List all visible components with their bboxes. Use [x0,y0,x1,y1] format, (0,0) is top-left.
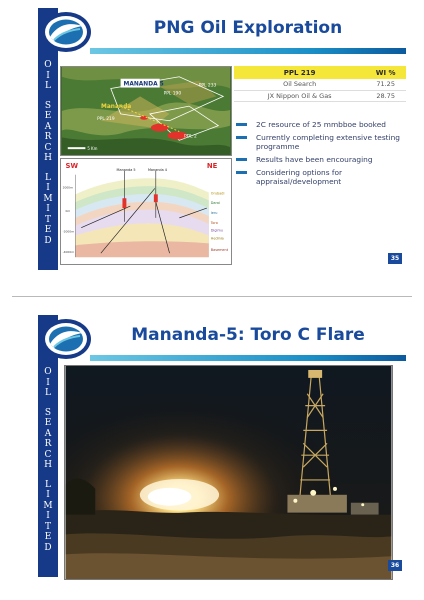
sidebar-letters [38,60,58,246]
unit-label: Ieru [210,210,218,215]
oil-search-logo [40,317,92,361]
section-label-ne: NE [206,161,218,170]
well-label-2: Mananda 4 [147,167,167,172]
unit-label: Darai [210,201,220,206]
slide-png-oil-exploration [38,8,406,262]
sidebar-letter: C [44,142,52,153]
sidebar-letter: L [45,81,51,91]
depth-tick: 0m [65,208,71,213]
sidebar-letter: E [44,225,52,235]
sidebar-letter: L [45,479,51,490]
unit-label: Hedinia [210,236,224,241]
sidebar-letter: I [46,377,50,388]
page-number: 35 [388,253,402,264]
sidebar-letter: M [43,193,53,204]
flare-photo [64,365,393,580]
bullet-text: Considering options for appraisal/development [256,168,343,186]
table-row [234,90,406,101]
sidebar-letter: S [44,100,52,111]
sidebar-letter: O [44,367,52,377]
list-item [234,120,406,129]
sidebar-letter: H [44,153,52,163]
location-map [60,66,232,156]
title-bar [90,355,406,361]
sidebar-letter: D [44,542,52,553]
depth-tick: -2000m [62,229,74,234]
bullet-dash-icon [236,158,247,161]
bullet-dash-icon [236,123,247,126]
unit-label: Digimu [210,228,223,233]
bullet-dash-icon [236,136,247,139]
sidebar-letter: O [44,60,52,70]
map-label-mananda: Mananda [101,104,132,111]
sidebar-letter: I [46,511,50,521]
well-label-1: Mananda 5 [116,167,136,172]
sidebar-letter: R [44,439,52,449]
sidebar-letter: D [44,235,52,246]
depth-tick: 2000m [62,185,73,190]
slide-title: PNG Oil Exploration [153,18,343,38]
sidebar-letter: S [44,407,52,418]
section-label-sw: SW [65,161,79,170]
slide-divider [12,296,412,297]
sidebar-letter: C [44,449,52,460]
unit-label: Toro [210,220,218,225]
depth-tick: -4000m [62,250,74,255]
title-bar [90,48,406,54]
sidebar-letter: T [44,521,51,532]
sidebar-letter: M [43,500,53,511]
map-label-ppl190: PPL 190 [163,91,182,97]
unit-label: Orubadi [210,191,225,196]
map-label-ppl233: PPL 233 [198,83,217,89]
sidebar-letter: R [44,132,52,142]
bullet-list [234,120,406,190]
sidebar-letter: A [44,428,52,439]
table-header-wi: WI % [365,66,406,79]
list-item [234,133,406,151]
sidebar-letter: A [44,121,52,132]
table-row [234,79,406,90]
oil-search-logo [40,10,92,54]
sidebar-letter: E [44,418,52,428]
cross-section [60,158,232,265]
unit-label: Basement [210,248,229,253]
map-label-ppl219: PPL 219 [97,116,115,122]
page-number: 36 [388,560,402,571]
sidebar-letter: E [44,532,52,542]
list-item [234,155,406,164]
sidebar-letter: I [46,183,50,193]
working-interest-table [234,66,406,102]
sidebar-letter: T [44,214,51,225]
table-cell: 28.75 [365,90,406,101]
slide-title: Mananda-5: Toro C Flare [131,325,365,345]
table-cell: JX Nippon Oil & Gas [234,90,365,101]
map-label-pdl2: PDL 2 [184,134,197,140]
sidebar-letters [38,367,58,553]
table-cell: 71.25 [365,79,406,90]
slide-mananda-flare [38,315,406,569]
sidebar-letter: L [45,388,51,398]
table-cell: Oil Search [234,79,365,90]
bullet-text: 2C resource of 25 mmbboe booked [256,120,386,129]
sidebar-letter: E [44,111,52,121]
bullet-text: Results have been encouraging [256,155,373,164]
sidebar-letter: I [46,70,50,81]
map-label-mananda5: MANANDA 5 [123,81,164,88]
sidebar-letter: L [45,172,51,183]
list-item [234,168,406,186]
table-header-licence: PPL 219 [234,66,365,79]
bullet-dash-icon [236,171,247,174]
sidebar-letter: I [46,490,50,500]
map-scale: 5 Km [87,146,98,152]
sidebar-letter: H [44,460,52,470]
bullet-text: Currently completing extensive testing programme [256,133,401,151]
sidebar-letter: I [46,204,50,214]
